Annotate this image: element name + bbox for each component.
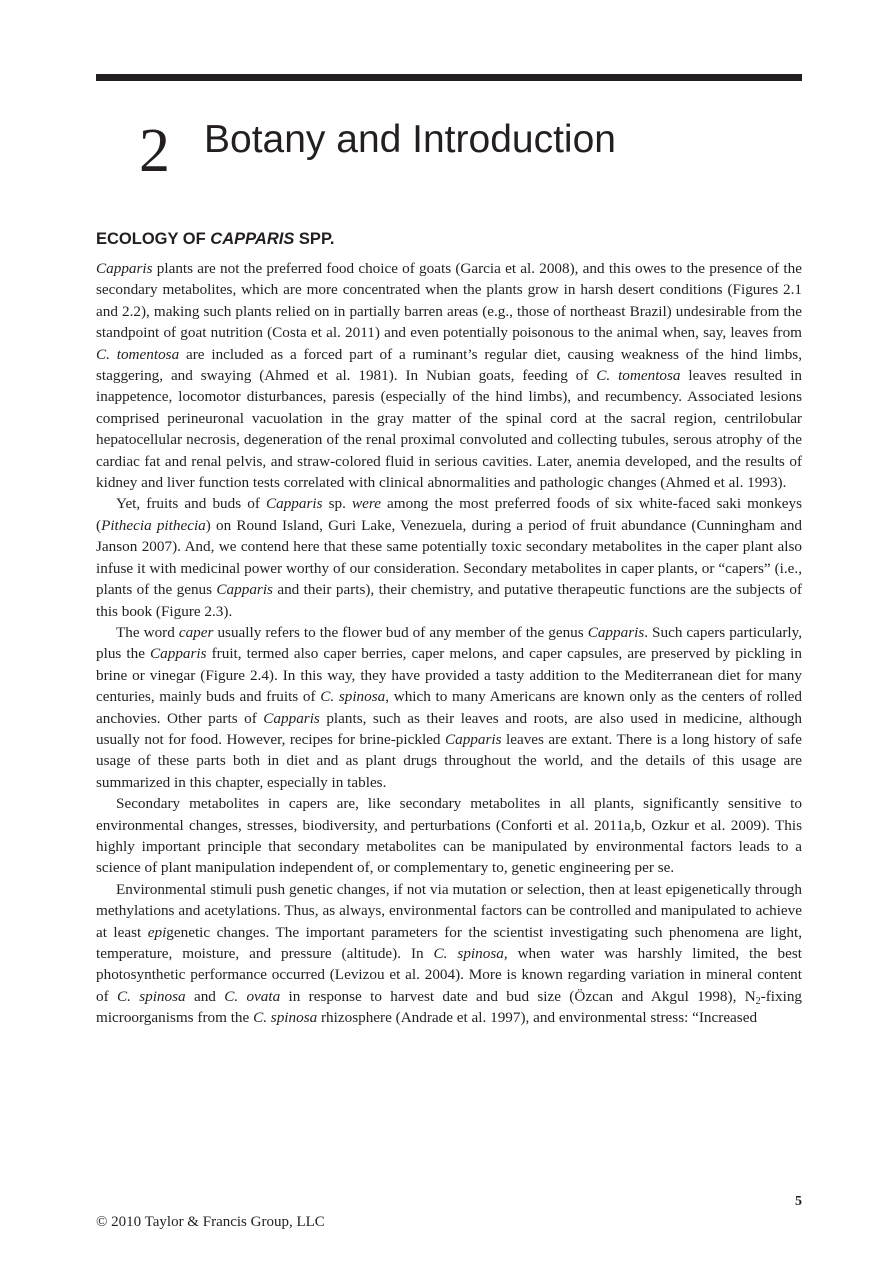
subscript: 2 xyxy=(755,995,761,1007)
italic-term: C. spinosa xyxy=(433,945,504,962)
paragraph-1: Capparis plants are not the preferred food choice of goats (Garcia et al. 2008), and this owes to the presence of the secondary metabolites, which are more concentrated when the plants grow in harsh desert conditions (Figures 2.1 and 2.2), making such plants relied on in partially barren areas (e.g., those of northeast Brazil) undesirable from the standpoint of goat nutrition (Costa et al. 2011) and even potentially poisonous to the animal when, say, leaves from C. tomentosa are included as a forced part of a ruminant’s regular diet, causing weakness of the hind limbs, staggering, and swaying (Ahmed et al. 1981). In Nubian goats, feeding of C. tomentosa leaves resulted in inappetence, locomotor disturbances, paresis (especially of the hind limbs), and recumbency. Associated lesions comprised perineuronal vacuolation in the gray matter of the spinal cord at the sacral region, centrilobular hepatocellular necrosis, degeneration of the renal proximal convoluted and collecting tubules, serous atrophy of the cardiac fat and renal pelvis, and straw-colored fluid in serious cavities. Later, anemia developed, and the results of kidney and liver function tests correlated with clinical abnormalities and pathologic changes (Ahmed et al. 1993). xyxy=(96,260,803,492)
chapter-top-rule xyxy=(96,74,802,81)
italic-term: Pithecia pithecia xyxy=(101,516,206,534)
italic-term: Capparis xyxy=(150,645,207,663)
section-heading-prefix: ECOLOGY OF xyxy=(96,230,211,248)
italic-term: C. spinosa xyxy=(320,688,386,706)
italic-term: Capparis xyxy=(444,730,502,748)
italic-term: caper xyxy=(178,623,214,641)
paragraph-3: The word caper usually refers to the flower bud of any member of the genus Capparis. Such capers particularly, plus the Capparis fruit, termed also caper berries, caper melons, and caper capsules, are preserved by pickling in brine or vinegar (Figure 2.4). In this way, they have provided a tasty addition to the Mediterranean diet for many centuries, mainly buds and fruits of C. spinosa, which to many Americans are known only as the centers of rolled anchovies. Other parts of Capparis plants, such as their leaves and roots, are also used in medicine, although usually not for food. However, recipes for brine-pickled Capparis leaves are extant. There is a long history of safe usage of these parts both in diet and as plant drugs throughout the world, and the details of this usage are summarized in this chapter, especially in tables. xyxy=(96,623,803,791)
italic-term: Capparis xyxy=(96,260,153,277)
page-number: 5 xyxy=(795,1194,802,1209)
body-text xyxy=(96,258,802,1029)
paragraph-5: Environmental stimuli push genetic changes, if not via mutation or selection, then at least epigenetically through methylations and acetylations. Thus, as always, environmental factors can be controlled and manipulated to achieve at least epigenetic changes. The important parameters for the scientist investigating such phenomena are light, temperature, moisture, and pressure (altitude). In C. spinosa, when water was harshly limited, the best photosynthetic performance occurred (Levizou et al. 2004). More is known regarding variation in mineral content of C. spinosa and C. ovata in response to harvest date and bud size (Özcan and Akgul 1998), $N_2$-fixing microorganisms from the C. spinosa rhizosphere (Andrade et al. 1997), and environmental stress: “Increased xyxy=(96,880,803,1027)
section-heading-suffix: SPP. xyxy=(294,230,335,248)
italic-term: were xyxy=(352,495,381,513)
italic-term: C. tomentosa xyxy=(596,367,681,385)
chapter-title: Botany and Introduction xyxy=(204,118,616,161)
italic-term: Capparis xyxy=(265,495,323,513)
italic-term: epi xyxy=(147,923,167,941)
section-heading-italic: CAPPARIS xyxy=(210,230,295,248)
section-heading xyxy=(96,228,334,250)
italic-term: Capparis xyxy=(216,581,273,599)
italic-term: Capparis xyxy=(587,623,645,641)
italic-term: C. tomentosa xyxy=(96,345,180,363)
italic-term: C. ovata xyxy=(224,987,281,1005)
italic-term: C. spinosa xyxy=(116,987,186,1005)
italic-term: C. spinosa xyxy=(253,1009,318,1027)
paragraph-4: Secondary metabolites in capers are, like secondary metabolites in all plants, significantly sensitive to environmental changes, stresses, biodiversity, and perturbations (Conforti et al. 2011a,b, Ozkur et al. 2009). This highly important principle that secondary metabolites can be manipulated by environmental factors leads to a science of plant manipulation independent of, or complementary to, genetic engineering per se. xyxy=(96,795,802,877)
paragraph-2: Yet, fruits and buds of Capparis sp. were among the most preferred foods of six white-faced saki monkeys (Pithecia pithecia) on Round Island, Guri Lake, Venezuela, during a period of fruit abundance (Cunningham and Janson 2007). And, we contend here that these same potentially toxic secondary metabolites in the caper plant also infuse it with medicinal power worthy of our consideration. Secondary metabolites in caper plants, or “capers” (i.e., plants of the genus Capparis and their parts), their chemistry, and putative therapeutic functions are the subjects of this book (Figure 2.3). xyxy=(96,495,803,620)
copyright-notice: © 2010 Taylor & Francis Group, LLC xyxy=(96,1214,325,1230)
italic-term: Capparis xyxy=(263,709,320,727)
chapter-number: 2 xyxy=(139,117,170,185)
